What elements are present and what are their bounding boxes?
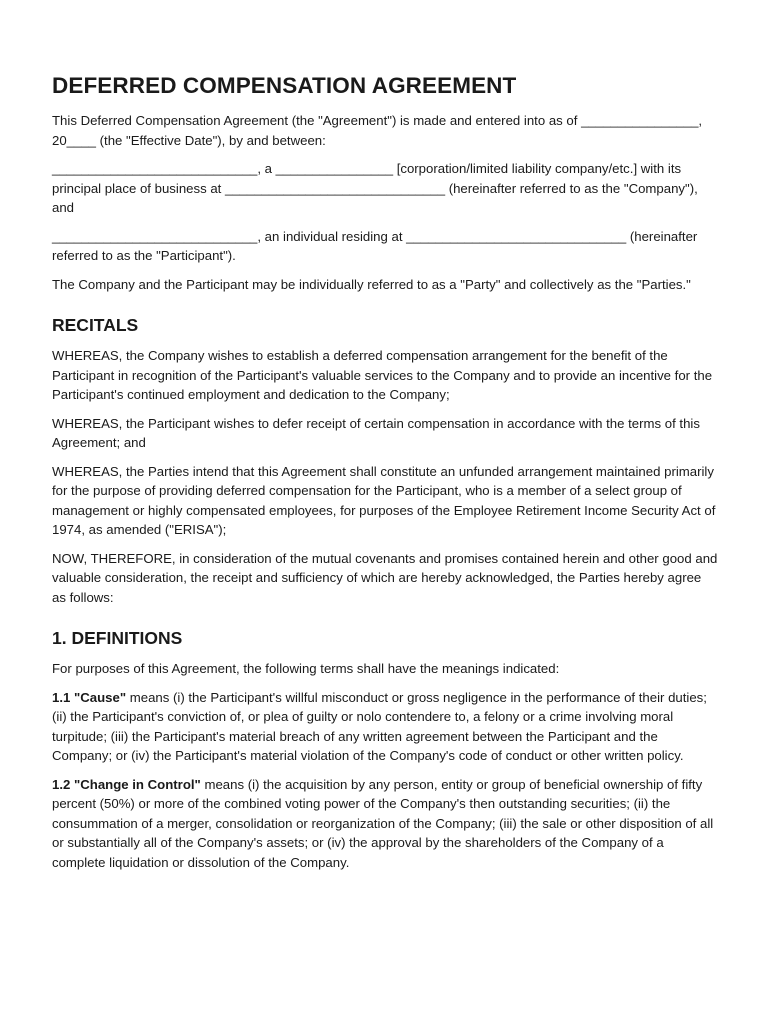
definition-term: 1.2 "Change in Control" [52,776,201,792]
parties-definition-paragraph: The Company and the Participant may be individually referred to as a "Party" and collectively as the "Parties." [52,276,691,292]
participant-party-paragraph: ____________________________, an individual residing at ______________________________ (hereinafter referred to as the "Participant"). [52,228,698,263]
recital-now-therefore-paragraph: NOW, THEREFORE, in consideration of the mutual covenants and promises contained herein and other good and valuable consideration, the receipt and sufficiency of which are hereby acknowledged, the Parties hereby agree as follows: [52,550,718,605]
recital-paragraph: WHEREAS, the Participant wishes to defer receipt of certain compensation in accordance with the terms of this Agreement; and [52,415,700,450]
recital-paragraph: WHEREAS, the Parties intend that this Agreement shall constitute an unfunded arrangement maintained primarily for the purpose of providing deferred compensation for the Participant, who is a member of a select group of management or highly compensated employees, for purposes of the Employee Retirement Income Security Act of 1974, as amended ("ERISA"); [52,463,716,537]
definition-term: 1.1 "Cause" [52,689,127,705]
document-title: DEFERRED COMPENSATION AGREEMENT [52,73,517,98]
definitions-heading: 1. DEFINITIONS [52,628,183,648]
definition-change-in-control [52,775,718,873]
recitals-heading: RECITALS [52,315,139,335]
definition-cause [52,688,718,766]
definition-text: means (i) the Participant's willful misconduct or gross negligence in the performance of their duties; (ii) the Participant's conviction of, or plea of guilty or nolo contendere to, a felony or a crime involving moral turpitude; (iii) the Participant's material breach of any written agreement between the Participant and the Company; or (iv) the Participant's material violation of the Company's code of conduct or other written policy. [52,689,707,763]
intro-paragraph: This Deferred Compensation Agreement (the "Agreement") is made and entered into as of ________________, 20____ (the "Effective Date"), by and between: [52,113,703,148]
definition-text: means (i) the acquisition by any person, entity or group of beneficial ownership of fifty percent (50%) or more of the combined voting power of the Company's then outstanding securities; (ii) the consummation of a merger, consolidation or reorganization of the Company; (iii) the sale or other disposition of all or substantially all of the Company's assets; or (iv) the approval by the shareholders of the Company of a complete liquidation or dissolution of the Company. [52,776,714,870]
company-party-paragraph: ____________________________, a ________________ [corporation/limited liability company/etc.] with its principal place of business at ______________________________ (hereinafter referred to as the "Company"), and [52,161,698,215]
recital-paragraph: WHEREAS, the Company wishes to establish a deferred compensation arrangement for the benefit of the Participant in recognition of the Participant's valuable services to the Company and to provide an incentive for the Participant's continued employment and dedication to the Company; [52,348,713,402]
definitions-intro-paragraph: For purposes of this Agreement, the following terms shall have the meanings indicated: [52,661,560,676]
